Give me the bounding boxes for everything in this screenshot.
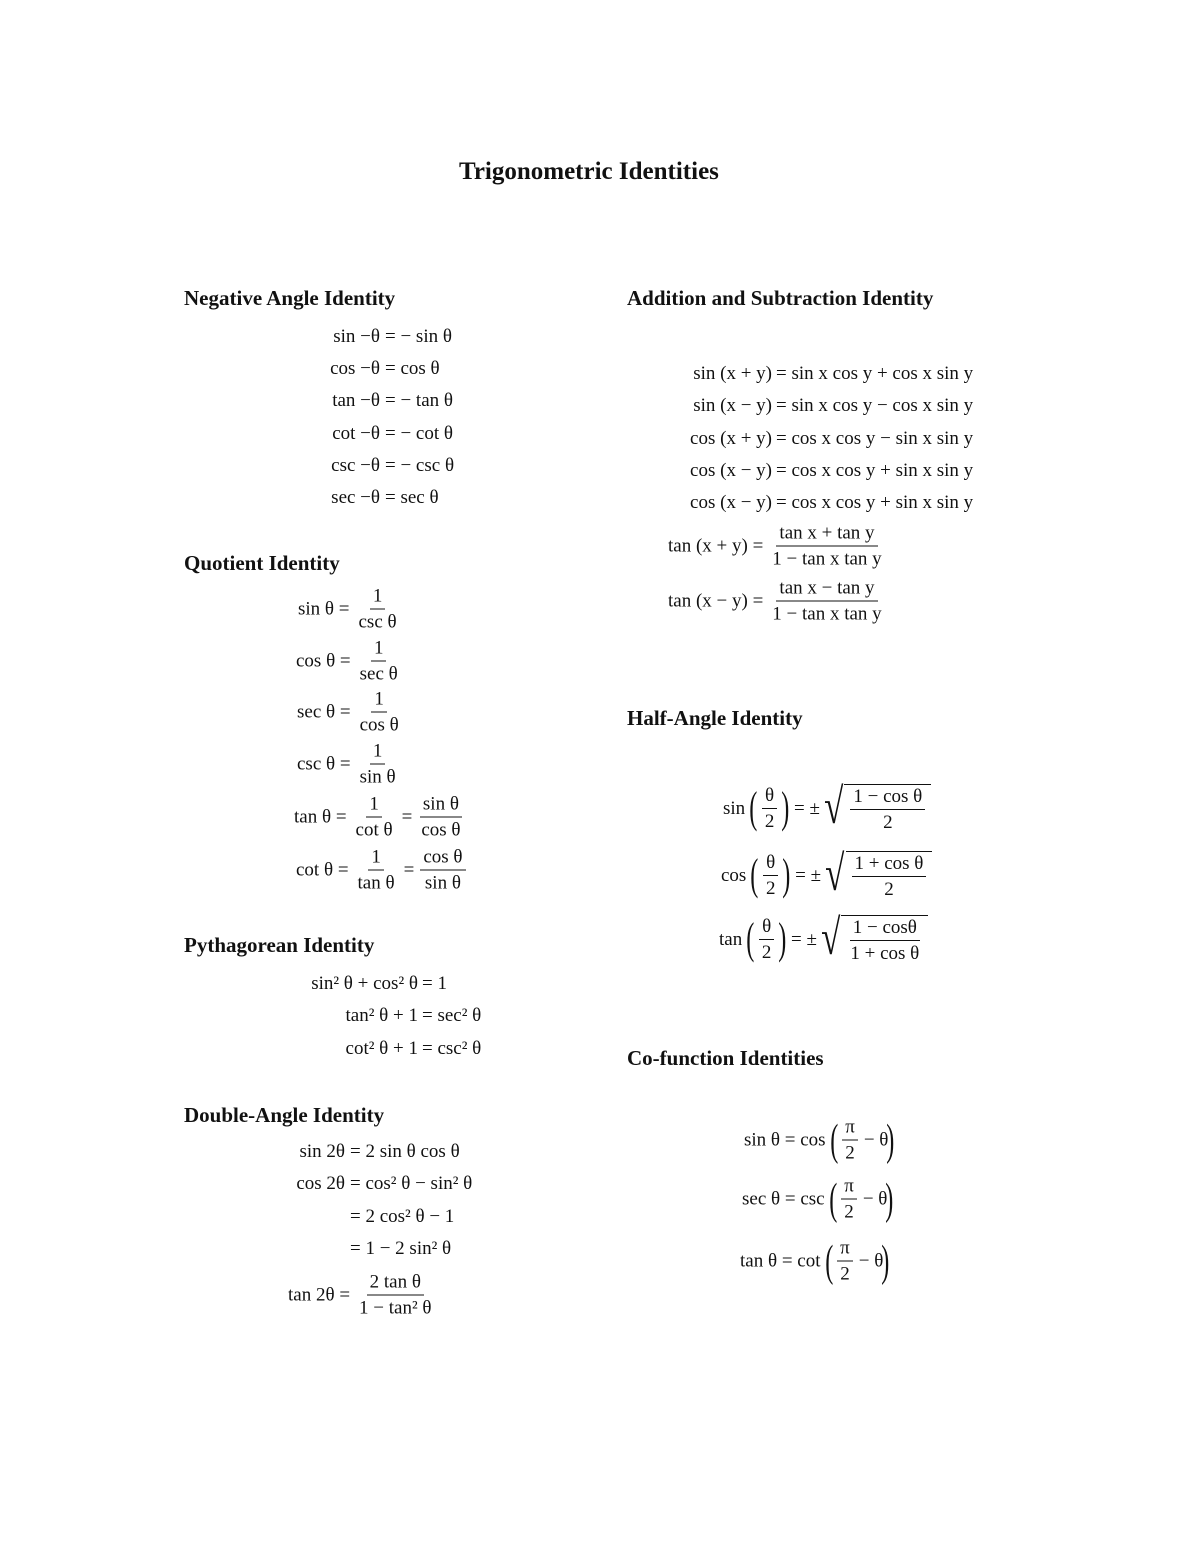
denominator: 2 xyxy=(884,879,894,900)
equation-rhs: = − tan θ xyxy=(385,390,453,411)
left-paren: ( xyxy=(750,850,759,900)
tan-double-angle-row xyxy=(288,1273,441,1318)
radical-icon: √ xyxy=(821,909,841,965)
plus-minus: = ± xyxy=(791,928,817,950)
equation-rhs: = 1 xyxy=(422,973,447,994)
right-paren: ) xyxy=(886,1115,895,1165)
numerator: sin θ xyxy=(420,795,462,818)
equation-rhs: = sec² θ xyxy=(422,1005,482,1026)
denominator: sin θ xyxy=(424,872,461,894)
equation-rhs: = 2 cos² θ − 1 xyxy=(350,1206,455,1227)
equation-lhs: sin 2θ xyxy=(299,1141,345,1162)
equation-tail: − θ xyxy=(858,1250,884,1272)
equation-rhs: = cos x cos y + sin x sin y xyxy=(776,460,974,481)
cofunction-row xyxy=(744,1115,895,1165)
equals-sign: = xyxy=(401,806,413,828)
fraction xyxy=(759,917,775,962)
quotient-row xyxy=(297,690,408,735)
numerator: cos θ xyxy=(420,848,465,871)
double-angle-heading: Double-Angle Identity xyxy=(184,1103,385,1127)
equation-lhs: tan (x − y) = xyxy=(668,590,764,612)
right-paren: ) xyxy=(782,850,791,900)
half-angle-row xyxy=(723,778,931,834)
equation-rhs: = cos θ xyxy=(385,358,440,379)
half-angle-heading: Half-Angle Identity xyxy=(627,706,803,730)
right-paren: ) xyxy=(885,1174,894,1224)
equation-rhs: = cos x cos y + sin x sin y xyxy=(776,492,974,513)
equation-lhs: cot² θ + 1 xyxy=(345,1038,418,1059)
fraction xyxy=(357,742,399,787)
fraction xyxy=(353,795,396,840)
denominator: 2 xyxy=(845,1142,855,1164)
equation-rhs: = 2 sin θ cos θ xyxy=(350,1141,460,1162)
denominator: 1 + cos θ xyxy=(850,943,920,964)
numerator: 1 xyxy=(368,848,384,871)
equation-lhs: sin θ = cos xyxy=(744,1129,826,1151)
cofunction-row xyxy=(742,1174,894,1224)
plus-minus: = ± xyxy=(795,864,822,886)
equation-lhs: tan² θ + 1 xyxy=(345,1005,418,1026)
denominator: 2 xyxy=(764,810,775,832)
left-paren: ( xyxy=(829,1115,838,1165)
square-root xyxy=(821,845,932,901)
quotient-heading: Quotient Identity xyxy=(184,551,340,575)
equation-rhs: = − csc θ xyxy=(385,455,455,476)
equation-lhs: tan θ = xyxy=(294,806,347,828)
denominator: 2 xyxy=(883,812,893,833)
square-root xyxy=(817,909,928,965)
numerator: 1 − cos θ xyxy=(850,787,925,810)
pythagorean-heading: Pythagorean Identity xyxy=(184,933,375,957)
numerator: 1 xyxy=(370,742,386,765)
numerator: 1 xyxy=(371,639,387,662)
fraction xyxy=(356,1273,434,1318)
numerator: 2 tan θ xyxy=(367,1273,424,1296)
equation-rhs: = cos² θ − sin² θ xyxy=(350,1173,473,1194)
denominator: 1 − tan x tan y xyxy=(772,603,882,625)
quotient-row xyxy=(296,639,407,684)
denominator: 1 − tan x tan y xyxy=(772,548,882,570)
equation-lhs: sin θ = xyxy=(298,598,350,620)
equation-lhs: sin (x − y) xyxy=(693,395,772,416)
equation-rhs: = − cot θ xyxy=(385,423,453,444)
denominator: 2 xyxy=(840,1263,850,1285)
equation-lhs: tan −θ xyxy=(332,390,380,411)
equation-rhs: = sin x cos y + cos x sin y xyxy=(776,363,974,384)
fraction xyxy=(769,579,884,624)
equation-rhs: = 1 − 2 sin² θ xyxy=(350,1238,452,1259)
equation-lhs: sec θ = xyxy=(297,701,351,723)
equation-lhs: cot θ = xyxy=(296,859,349,881)
numerator: tan x − tan y xyxy=(776,579,877,602)
equation-lhs: csc −θ xyxy=(331,455,380,476)
equals-sign: = xyxy=(403,859,415,881)
fraction xyxy=(355,848,398,893)
equation-rhs: = − sin θ xyxy=(385,326,452,347)
quotient-row xyxy=(297,742,405,787)
fraction xyxy=(769,524,884,569)
numerator: π xyxy=(841,1177,857,1200)
fraction xyxy=(852,854,927,899)
equation-lhs: sin (x + y) xyxy=(693,363,772,384)
equation-lhs: cos 2θ xyxy=(296,1173,345,1194)
numerator: θ xyxy=(759,917,774,940)
right-paren: ) xyxy=(781,783,790,833)
numerator: 1 xyxy=(370,587,386,610)
denominator: cos θ xyxy=(359,714,399,736)
left-paren: ( xyxy=(746,914,755,964)
denominator: cot θ xyxy=(355,819,393,841)
denominator: 2 xyxy=(761,941,772,963)
equation-lhs: sec −θ xyxy=(331,487,380,508)
fraction xyxy=(357,639,401,684)
quotient-row xyxy=(298,587,406,632)
denominator: cos θ xyxy=(421,819,461,841)
tan-subtraction-row xyxy=(668,579,891,624)
denominator: sin θ xyxy=(359,766,396,788)
equation-lhs: tan θ = cot xyxy=(740,1250,821,1272)
fraction xyxy=(850,787,925,832)
equation-tail: − θ xyxy=(863,1129,889,1151)
radical-icon: √ xyxy=(825,845,845,901)
denominator: 2 xyxy=(765,877,776,899)
function-name: tan xyxy=(719,928,743,950)
radical-icon: √ xyxy=(824,778,844,834)
right-paren: ) xyxy=(881,1236,890,1286)
equation-lhs: tan 2θ = xyxy=(288,1284,351,1306)
denominator: sec θ xyxy=(359,663,398,685)
equation-tail: − θ xyxy=(862,1188,888,1210)
numerator: π xyxy=(837,1239,853,1262)
plus-minus: = ± xyxy=(794,797,820,819)
function-name: sin xyxy=(723,797,746,819)
tan-addition-row xyxy=(668,524,891,569)
square-root xyxy=(820,778,931,834)
fraction xyxy=(842,1118,858,1163)
numerator: θ xyxy=(762,786,777,809)
equation-lhs: sin −θ xyxy=(333,326,380,347)
fraction xyxy=(763,853,779,898)
fraction xyxy=(762,786,778,831)
left-paren: ( xyxy=(828,1174,837,1224)
fraction xyxy=(356,587,400,632)
half-angle-row xyxy=(719,909,928,965)
denominator: 1 − tan² θ xyxy=(359,1297,432,1319)
equation-lhs: cos θ = xyxy=(296,650,351,672)
equation-lhs: cos (x − y) xyxy=(690,492,772,513)
negative-angle-heading: Negative Angle Identity xyxy=(184,286,396,310)
numerator: π xyxy=(842,1118,858,1141)
fraction xyxy=(847,918,922,963)
equation-lhs: cot −θ xyxy=(332,423,380,444)
numerator: 1 xyxy=(366,795,382,818)
equation-rhs: = sin x cos y − cos x sin y xyxy=(776,395,974,416)
equation-lhs: sin² θ + cos² θ xyxy=(311,973,418,994)
page-title: Trigonometric Identities xyxy=(459,158,719,185)
numerator: tan x + tan y xyxy=(776,524,877,547)
equation-lhs: tan (x + y) = xyxy=(668,535,764,557)
numerator: 1 xyxy=(371,690,387,713)
function-name: cos xyxy=(721,864,747,886)
equation-lhs: csc θ = xyxy=(297,753,351,775)
half-angle-row xyxy=(721,845,932,901)
denominator: tan θ xyxy=(357,872,395,894)
denominator: 2 xyxy=(844,1201,854,1223)
cofunction-row xyxy=(740,1236,890,1286)
numerator: 1 + cos θ xyxy=(852,854,927,877)
equation-lhs: cos (x − y) xyxy=(690,460,772,481)
quotient-row xyxy=(296,848,472,893)
right-paren: ) xyxy=(778,914,787,964)
equation-rhs: = cos x cos y − sin x sin y xyxy=(776,428,974,449)
fraction xyxy=(841,1177,857,1222)
fraction xyxy=(357,690,402,735)
cofunction-heading: Co-function Identities xyxy=(627,1046,824,1070)
quotient-row xyxy=(294,795,470,840)
equation-rhs: = csc² θ xyxy=(422,1038,482,1059)
addition-subtraction-heading: Addition and Subtraction Identity xyxy=(627,286,934,310)
fraction xyxy=(418,795,463,840)
left-paren: ( xyxy=(824,1236,833,1286)
denominator: csc θ xyxy=(358,611,397,633)
equation-lhs: sec θ = csc xyxy=(742,1188,825,1210)
equation-lhs: cos (x + y) xyxy=(690,428,772,449)
numerator: θ xyxy=(763,853,778,876)
numerator: 1 − cosθ xyxy=(850,918,920,941)
fraction xyxy=(837,1239,853,1284)
equation-rhs: = sec θ xyxy=(385,487,439,508)
left-paren: ( xyxy=(749,783,758,833)
equation-lhs: cos −θ xyxy=(330,358,380,379)
fraction xyxy=(420,848,465,893)
